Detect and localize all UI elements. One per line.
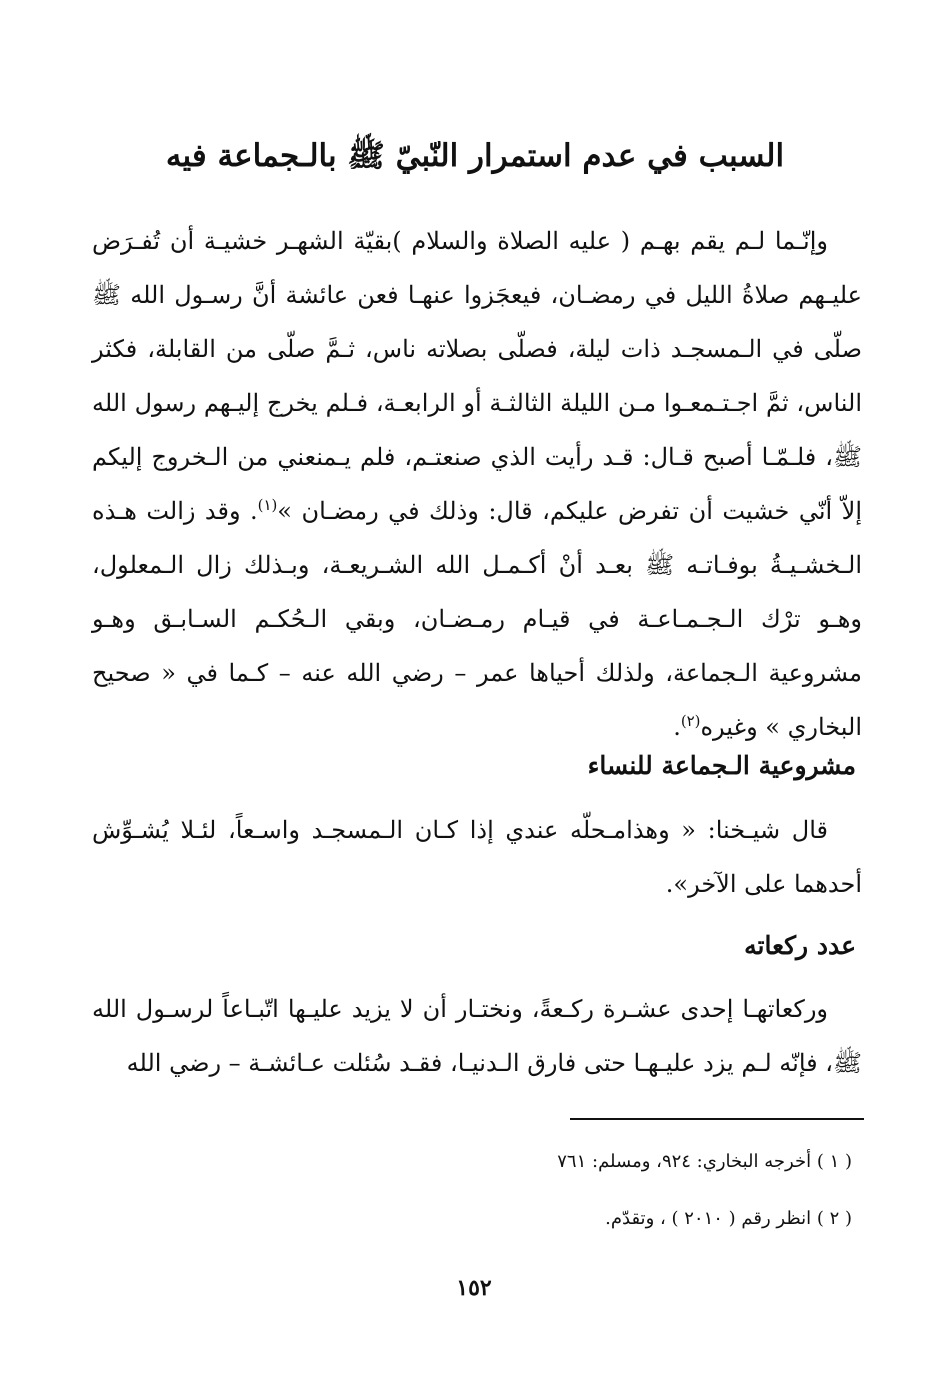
section-heading-rakat-count: عدد ركعاته [744,931,856,960]
footnote-ref-2: (٢) [680,712,701,730]
page-number: ١٥٢ [456,1275,492,1301]
footnote-2: ( ٢ ) انظر رقم ( ٢٠١٠ ) ، وتقدّم. [605,1208,852,1229]
footnote-separator [570,1118,864,1120]
footnote-ref-1: (١) [257,496,278,514]
paragraph-1-continuation: . وقد زالت هـذه الـخشـيـةُ بوفـاتـه ﷺ بعـد أنْ أكـمـل الله الشـريعـة، وبـذلك زال الـمعلول، وهـو ترْك الـجـمـاعـة في قيـام رمـضـان، وبقي الـحُكـم السـابـق وهـو مشروعية الـجماعة، ولذلك أحياها عمر – رضي الله عنه – كـما في « صحيح البخاري » وغيره [92,497,862,741]
section-heading-women-congregation: مشروعية الـجماعة للنساء [587,751,856,780]
footnote-1: ( ١ ) أخرجه البخاري: ٩٢٤، ومسلم: ٧٦١ [557,1151,852,1172]
body-paragraph-3: وركعاتهـا إحدى عشـرة ركـعةً، ونختـار أن لا يزيد عليـها اتّبـاعاً لرسـول الله ﷺ، فإنّه لـم يزد عليـهـا حتى فارق الـدنيـا، فقـد سُئلت عـائشـة – رضي الله [92,995,862,1077]
body-paragraph-1 [92,214,863,741]
paragraph-1-ending: . [673,713,681,741]
body-paragraph-2: قال شيـخنا: « وهذامـحلّه عندي إذا كـان الـمسجـد واسـعاً، لئـلا يُشـوِّش أحدهما على الآخر». [92,816,862,898]
paragraph-1-text: وإنّـما لـم يقم بهـم ( عليه الصلاة والسلام )بقيّة الشهـر خشيـة أن تُفـرَض عليـهم صلاةُ الليل في رمضـان، فيعجَزوا عنهـا فعن عائشة أنَّ رسـول الله ﷺ صلّى في الـمسجـد ذات ليلة، فصلّى بصلاته ناس، ثـمَّ صلّى من القابلة، فكثر الناس، ثمَّ اجـتـمعـوا مـن الليلة الثالثـة أو الرابعـة، فـلم يخرج إليـهم رسول الله ﷺ، فلـمّـا أصبح قـال: قـد رأيت الذي صنعتـم، فلم يـمنعني من الـخروج إليكم إلاّ أنّي خشيت أن تفرض عليكم، قال: وذلك في رمضـان » [92,227,863,525]
page-title: السبب في عدم استمرار النّبيّ ﷺ بالـجماعة فيه [165,138,785,174]
